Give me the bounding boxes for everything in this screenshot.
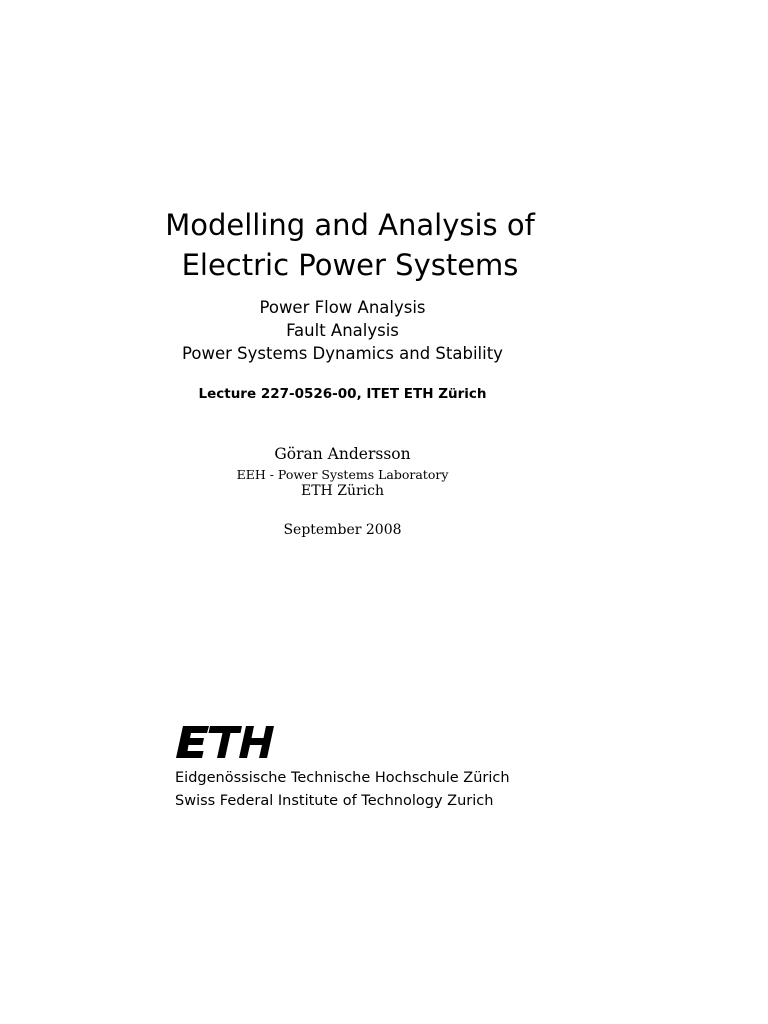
author-institution: ETH Zürich [301, 483, 384, 499]
eth-name-english: Swiss Federal Institute of Technology Zurich [175, 793, 494, 809]
lecture-reference: Lecture 227-0526-00, ITET ETH Zürich [198, 386, 487, 402]
author-lab: EEH - Power Systems Laboratory [236, 467, 449, 482]
subtitle-power-flow: Power Flow Analysis [259, 298, 426, 317]
subtitle-dynamics-stability: Power Systems Dynamics and Stability [182, 344, 503, 363]
eth-logo [175, 722, 285, 762]
author-name: Göran Andersson [274, 445, 411, 463]
document-title-line-2: Electric Power Systems [181, 248, 519, 282]
publication-date: September 2008 [283, 522, 402, 538]
eth-name-german: Eidgenössische Technische Hochschule Zürich [175, 770, 510, 786]
document-title-line-1: Modelling and Analysis of [165, 208, 535, 242]
subtitle-fault-analysis: Fault Analysis [286, 321, 399, 340]
